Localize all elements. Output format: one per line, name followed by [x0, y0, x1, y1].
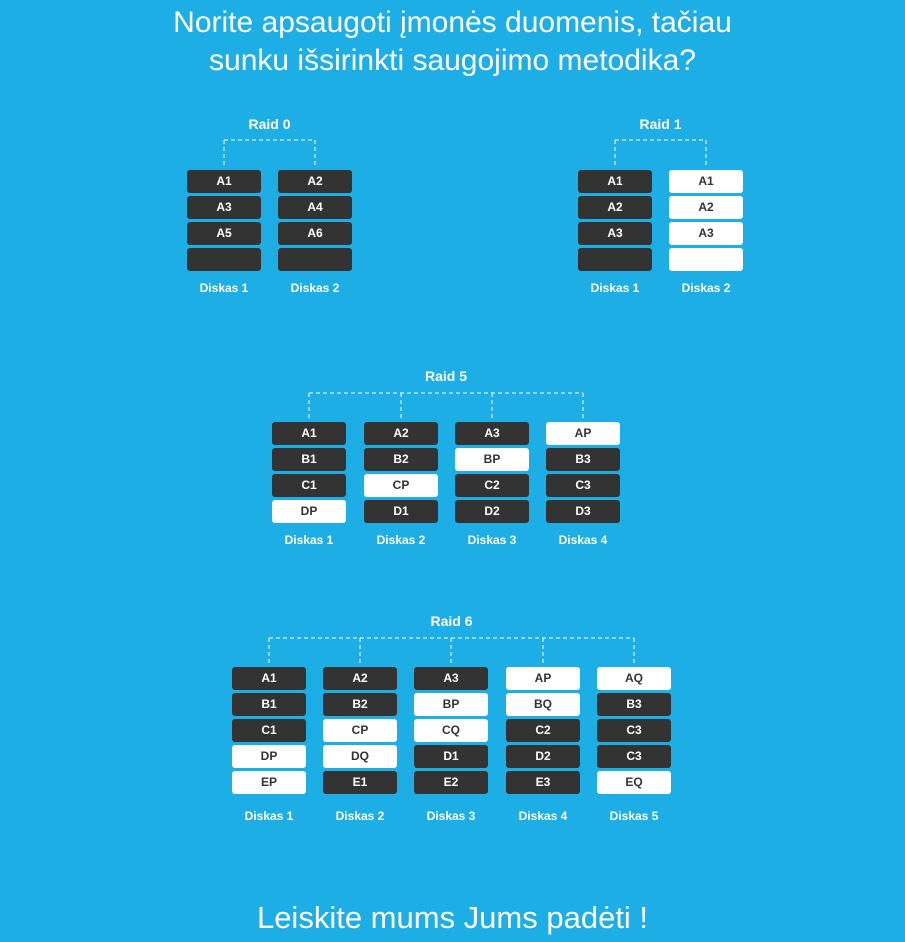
data-block: D2 — [506, 745, 580, 768]
data-block: A1 — [578, 170, 652, 193]
data-block: A3 — [578, 222, 652, 245]
data-block: D3 — [546, 500, 620, 523]
data-block: A3 — [455, 422, 529, 445]
data-block: D2 — [455, 500, 529, 523]
footer-cta: Leiskite mums Jums padėti ! — [256, 900, 649, 935]
data-block: C3 — [597, 745, 671, 768]
heading-line-2: sunku išsirinkti saugojimo metodika? — [209, 44, 696, 77]
parity-block: DP — [232, 745, 306, 768]
disk-label: Diskas 2 — [376, 533, 426, 547]
parity-block: AP — [546, 422, 620, 445]
data-block: A3 — [414, 667, 488, 690]
disk-label: Diskas 2 — [290, 281, 340, 295]
data-block: A1 — [232, 667, 306, 690]
parity-block: DQ — [323, 745, 397, 768]
heading-line-1: Norite apsaugoti įmonės duomenis, tačiau — [173, 6, 732, 39]
parity-block: AQ — [597, 667, 671, 690]
parity-block: BP — [414, 693, 488, 716]
data-block: C1 — [232, 719, 306, 742]
disk-label: Diskas 3 — [467, 533, 517, 547]
disk-label: Diskas 1 — [284, 533, 334, 547]
disk-label: Diskas 1 — [244, 809, 294, 823]
data-block: A2 — [578, 196, 652, 219]
data-block: B2 — [323, 693, 397, 716]
data-block: A4 — [278, 196, 352, 219]
disk-label: Diskas 1 — [590, 281, 640, 295]
data-block: C1 — [272, 474, 346, 497]
data-block: B3 — [546, 448, 620, 471]
data-block: C3 — [597, 719, 671, 742]
data-block: B2 — [364, 448, 438, 471]
parity-block: CP — [323, 719, 397, 742]
parity-block: A3 — [669, 222, 743, 245]
data-block: B1 — [272, 448, 346, 471]
disk-label: Diskas 4 — [518, 809, 568, 823]
disk-label: Diskas 1 — [199, 281, 249, 295]
raid-title: Raid 5 — [424, 368, 467, 384]
data-block: D1 — [414, 745, 488, 768]
raid-title: Raid 1 — [639, 116, 682, 132]
disk-label: Diskas 5 — [609, 809, 659, 823]
raid-title: Raid 6 — [430, 613, 473, 629]
parity-block: A1 — [669, 170, 743, 193]
data-block — [278, 248, 352, 271]
data-block: A2 — [364, 422, 438, 445]
disk-label: Diskas 2 — [335, 809, 385, 823]
data-block: A1 — [187, 170, 261, 193]
parity-block: DP — [272, 500, 346, 523]
parity-block: AP — [506, 667, 580, 690]
parity-block: A2 — [669, 196, 743, 219]
data-block: B3 — [597, 693, 671, 716]
parity-block: EP — [232, 771, 306, 794]
disk-label: Diskas 3 — [426, 809, 476, 823]
data-block: B1 — [232, 693, 306, 716]
data-block — [187, 248, 261, 271]
data-block: D1 — [364, 500, 438, 523]
data-block: C2 — [506, 719, 580, 742]
disk-label: Diskas 4 — [558, 533, 608, 547]
data-block: A6 — [278, 222, 352, 245]
data-block: C3 — [546, 474, 620, 497]
data-block — [578, 248, 652, 271]
data-block: E3 — [506, 771, 580, 794]
parity-block — [669, 248, 743, 271]
data-block: A2 — [323, 667, 397, 690]
data-block: E2 — [414, 771, 488, 794]
disk-label: Diskas 2 — [681, 281, 731, 295]
parity-block: CP — [364, 474, 438, 497]
raid-title: Raid 0 — [248, 116, 291, 132]
data-block: A3 — [187, 196, 261, 219]
data-block: C2 — [455, 474, 529, 497]
data-block: E1 — [323, 771, 397, 794]
data-block: A5 — [187, 222, 261, 245]
parity-block: EQ — [597, 771, 671, 794]
data-block: A1 — [272, 422, 346, 445]
parity-block: BQ — [506, 693, 580, 716]
data-block: A2 — [278, 170, 352, 193]
parity-block: CQ — [414, 719, 488, 742]
parity-block: BP — [455, 448, 529, 471]
